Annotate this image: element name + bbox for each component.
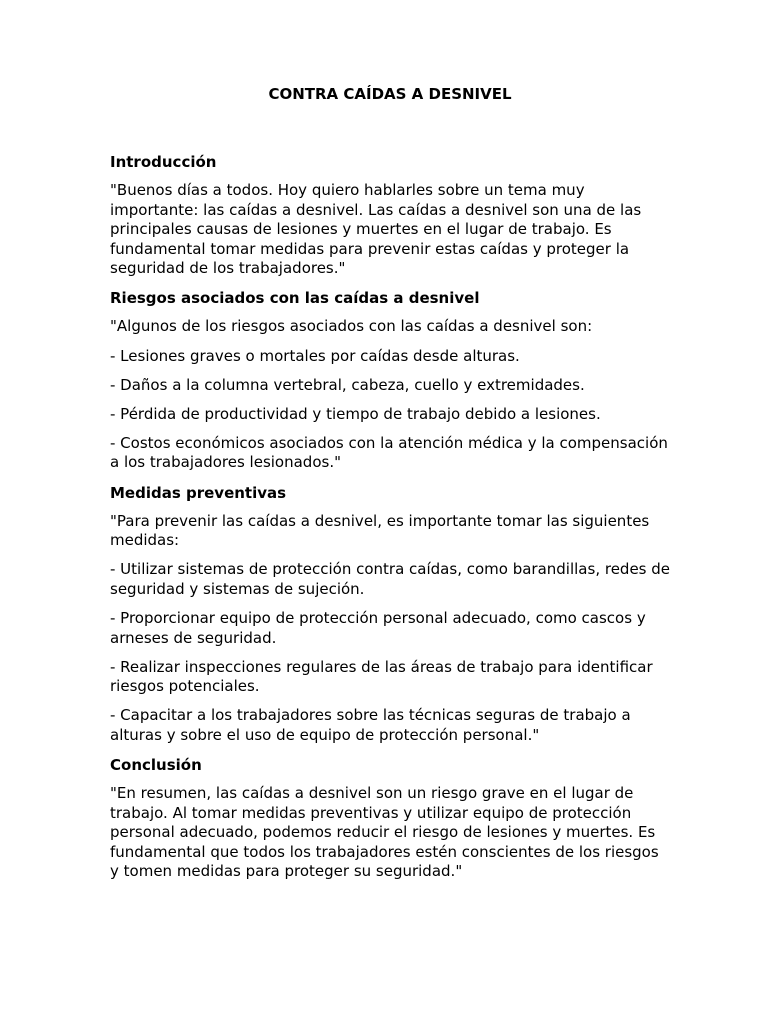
section-heading: Riesgos asociados con las caídas a desnivel — [110, 289, 480, 308]
paragraph: "Algunos de los riesgos asociados con las caídas a desnivel son: — [110, 317, 593, 336]
section-medidas — [110, 483, 670, 746]
paragraph: "Para prevenir las caídas a desnivel, es importante tomar las siguientes medidas: — [110, 511, 650, 550]
paragraph: "En resumen, las caídas a desnivel son un riesgo grave en el lugar de trabajo. Al tomar medidas preventivas y utilizar equipo de protección personal adecuado, podemos reducir el riesgo de lesiones y muertes. Es fundamental que todos los trabajadores estén conscientes de los riesgos y tomen medidas para proteger su seguridad." — [110, 783, 659, 881]
section-riesgos — [110, 288, 670, 473]
list-item: - Lesiones graves o mortales por caídas desde alturas. — [110, 346, 520, 365]
list-item: - Daños a la columna vertebral, cabeza, cuello y extremidades. — [110, 375, 585, 394]
section-heading: Introducción — [110, 153, 217, 171]
section-heading: Conclusión — [110, 755, 202, 774]
list-item: - Proporcionar equipo de protección personal adecuado, como cascos y arneses de seguridad. — [110, 608, 646, 647]
list-item: - Utilizar sistemas de protección contra caídas, como barandillas, redes de seguridad y sistemas de sujeción. — [110, 560, 671, 598]
section-introduccion — [110, 152, 670, 279]
list-item: - Costos económicos asociados con la atención médica y la compensación a los trabajadores lesionados." — [110, 433, 668, 472]
document-title: CONTRA CAÍDAS A DESNIVEL — [268, 85, 512, 103]
list-item: - Realizar inspecciones regulares de las áreas de trabajo para identificar riesgos potenciales. — [110, 657, 653, 696]
list-item: - Pérdida de productividad y tiempo de trabajo debido a lesiones. — [110, 404, 601, 423]
paragraph: "Buenos días a todos. Hoy quiero hablarles sobre un tema muy importante: las caídas a desnivel. Las caídas a desnivel son una de las principales causas de lesiones y muertes en el lugar de trabajo. Es fundamental tomar medidas para prevenir estas caídas y proteger la seguridad de los trabajadores." — [110, 181, 642, 278]
list-item: - Capacitar a los trabajadores sobre las técnicas seguras de trabajo a alturas y sobre el uso de equipo de protección personal." — [110, 706, 631, 744]
section-conclusion — [110, 755, 670, 882]
section-heading: Medidas preventivas — [110, 483, 287, 502]
document-page — [110, 84, 670, 891]
